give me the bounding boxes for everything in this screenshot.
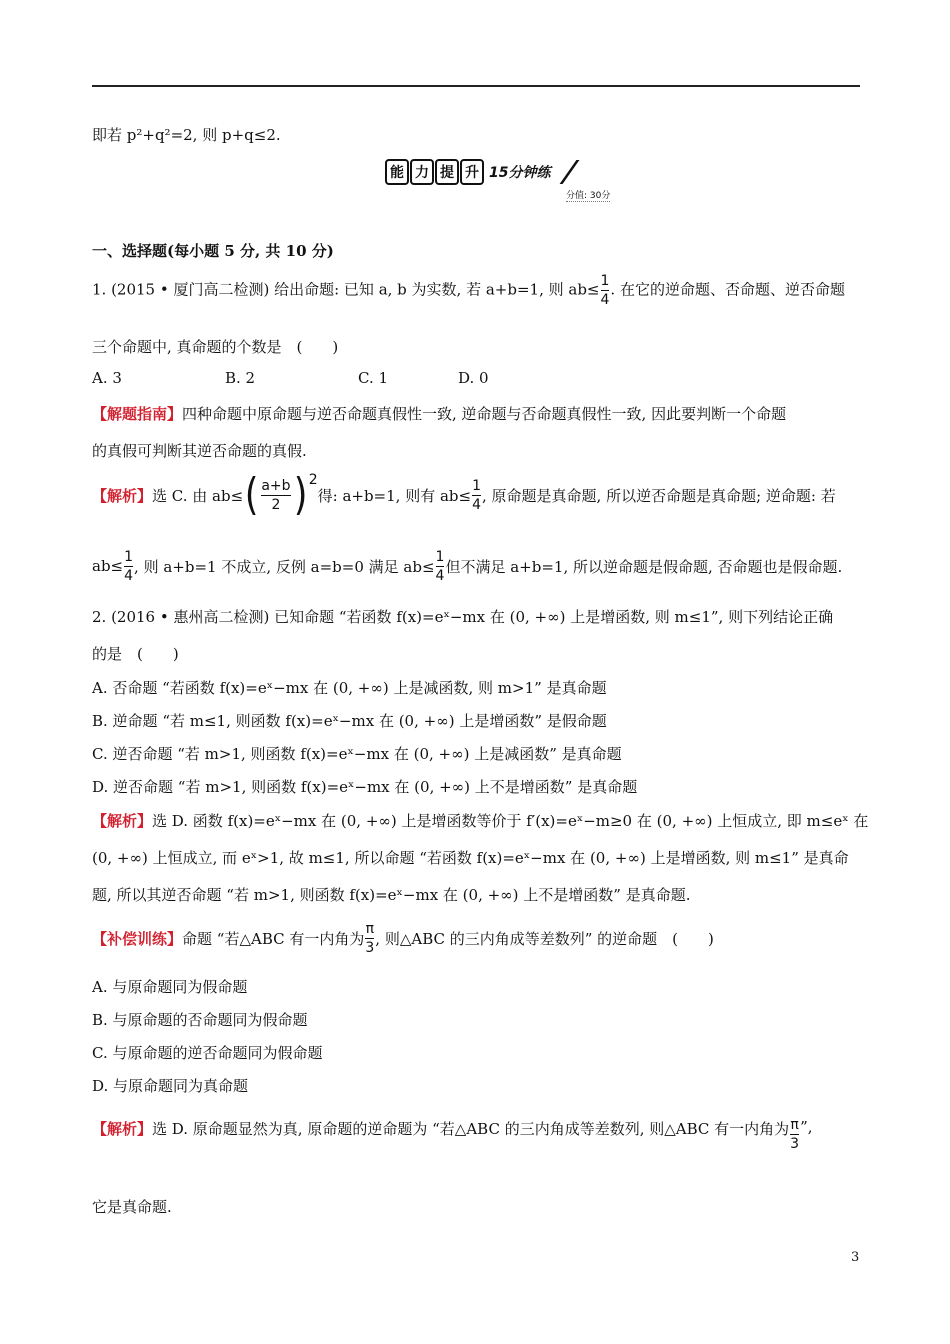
q1-option-c: C. 1 (358, 369, 389, 387)
supp-q-post: , 则△ABC 的三内角成等差数列” 的逆命题 ( ) (375, 929, 714, 948)
frac-num: 1 (600, 273, 610, 289)
q1-a2-mid: , 则 a+b=1 不成立, 反例 a=b=0 满足 ab≤ (134, 557, 435, 576)
analysis-tag: 【解析】 (92, 1120, 153, 1138)
intro-line: 即若 p²+q²=2, 则 p+q≤2. (92, 126, 281, 144)
frac-num: 1 (124, 548, 134, 565)
fraction-quarter (472, 479, 481, 512)
q1-a1-mid: 得: a+b=1, 则有 ab≤ (317, 486, 472, 505)
supp-question (92, 918, 714, 958)
supp-option-d: D. 与原命题同为真命题 (92, 1077, 249, 1095)
left-paren: ( (244, 469, 259, 520)
q1-text-a: 1. (2015 • 厦门高二检测) 给出命题: 已知 a, b 为实数, 若 a+b=1, 则 ab≤ (92, 280, 600, 299)
q1-a2-post: 但不满足 a+b=1, 所以逆命题是假命题, 否命题也是假命题. (445, 557, 843, 576)
supp-a1: 选 D. 原命题显然为真, 原命题的逆命题为 “若△ABC 的三内角成等差数列, 则△ABC 有一内角为 (152, 1120, 790, 1138)
header-rule (92, 85, 860, 87)
q2-analysis-line1 (92, 810, 868, 831)
fraction-pi-third (790, 1118, 799, 1151)
q2-option-b: B. 逆命题 “若 m≤1, 则函数 f(x)=eˣ−mx 在 (0, +∞) 上是增函数” 是假命题 (92, 712, 607, 730)
q1-text-b: . 在它的逆命题、否命题、逆否命题 (610, 280, 845, 299)
q2-option-d: D. 逆否命题 “若 m>1, 则函数 f(x)=eˣ−mx 在 (0, +∞) 上不是增函数” 是真命题 (92, 778, 638, 796)
q1-analysis-line1 (92, 470, 836, 520)
supp-option-a: A. 与原命题同为假命题 (92, 978, 248, 996)
q2-option-c: C. 逆否命题 “若 m>1, 则函数 f(x)=eˣ−mx 在 (0, +∞) 上是减函数” 是真命题 (92, 745, 622, 763)
q1-a2-pre: ab≤ (92, 557, 124, 575)
paren-den: 2 (271, 496, 281, 513)
fraction-quarter (601, 274, 610, 307)
q1-line2: 三个命题中, 真命题的个数是 ( ) (92, 338, 339, 356)
supp-option-b: B. 与原命题的否命题同为假命题 (92, 1011, 308, 1029)
q1-option-a: A. 3 (92, 369, 122, 387)
banner-box-4: 升 (460, 159, 484, 185)
q2-option-a: A. 否命题 “若函数 f(x)=eˣ−mx 在 (0, +∞) 上是减函数, 则 m>1” 是真命题 (92, 679, 607, 697)
guide-tag: 【解题指南】 (92, 405, 183, 423)
supp-analysis-line1 (92, 1118, 813, 1158)
right-paren: ) (293, 469, 307, 520)
frac-den: 4 (600, 292, 610, 308)
q2-a1: 选 D. 函数 f(x)=eˣ−mx 在 (0, +∞) 上是增函数等价于 f′(x)=eˣ−m≥0 在 (0, +∞) 上恒成立, 即 m≤eˣ 在 (152, 812, 869, 830)
page-number: 3 (851, 1250, 860, 1265)
fraction-quarter (124, 550, 133, 583)
supp-q-pre: 命题 “若△ABC 有一内角为 (182, 929, 365, 948)
q1-guide-line2: 的真假可判断其逆否命题的真假. (92, 442, 307, 460)
frac-den: 4 (435, 567, 445, 584)
supp-analysis-line2: 它是真命题. (92, 1198, 172, 1216)
frac-den: 4 (124, 567, 134, 584)
three-den: 3 (365, 939, 375, 956)
supp-tag: 【补偿训练】 (92, 929, 183, 948)
q2-analysis-line2: (0, +∞) 上恒成立, 而 eˣ>1, 故 m≤1, 所以命题 “若函数 f(x)=eˣ−mx 在 (0, +∞) 上是增函数, 则 m≤1” 是真命 (92, 849, 849, 867)
frac-num: 1 (435, 548, 445, 565)
analysis-tag: 【解析】 (92, 486, 153, 505)
fraction-half-sum (261, 479, 290, 512)
pi-symbol: π (790, 1117, 799, 1133)
three-den: 3 (790, 1136, 800, 1152)
q2-analysis-line3: 题, 所以其逆否命题 “若 m>1, 则函数 f(x)=eˣ−mx 在 (0, +∞) 上不是增函数” 是真命题. (92, 886, 691, 904)
q2-line1: 2. (2016 • 惠州高二检测) 已知命题 “若函数 f(x)=eˣ−mx 在 (0, +∞) 上是增函数, 则 m≤1”, 则下列结论正确 (92, 608, 834, 626)
q2-line2: 的是 ( ) (92, 645, 179, 663)
guide-text-1: 四种命题中原命题与逆否命题真假性一致, 逆命题与否命题真假性一致, 因此要判断一个命题 (182, 405, 787, 423)
frac-num: 1 (472, 477, 482, 494)
q1-a1-post: , 原命题是真命题, 所以逆否命题是真命题; 逆命题: 若 (482, 486, 836, 505)
square-exponent: 2 (308, 472, 318, 488)
q1-option-b: B. 2 (225, 369, 256, 387)
banner-box-1: 能 (385, 159, 409, 185)
score-label: 分值: 30分 (566, 188, 610, 202)
pi-symbol: π (365, 920, 375, 937)
banner-box-3: 提 (435, 159, 459, 185)
supp-a1-post: ”, (800, 1118, 813, 1136)
analysis-tag: 【解析】 (92, 812, 153, 830)
frac-den: 4 (472, 496, 482, 513)
supp-option-c: C. 与原命题的逆否命题同为假命题 (92, 1044, 323, 1062)
q1-line1 (92, 274, 845, 307)
q1-guide-line1 (92, 403, 786, 424)
fraction-pi-third (365, 922, 374, 955)
q1-option-d: D. 0 (458, 369, 489, 387)
q1-analysis-line2 (92, 548, 842, 584)
section-title: 一、选择题(每小题 5 分, 共 10 分) (92, 242, 334, 260)
q1-a1-pre: 选 C. 由 ab≤ (152, 486, 244, 505)
ability-banner (385, 158, 571, 186)
pen-slash-icon (546, 160, 580, 184)
banner-box-2: 力 (410, 159, 434, 185)
paren-num: a+b (261, 477, 291, 494)
banner-tail: 15分钟练 (489, 165, 551, 181)
fraction-quarter (436, 550, 445, 583)
